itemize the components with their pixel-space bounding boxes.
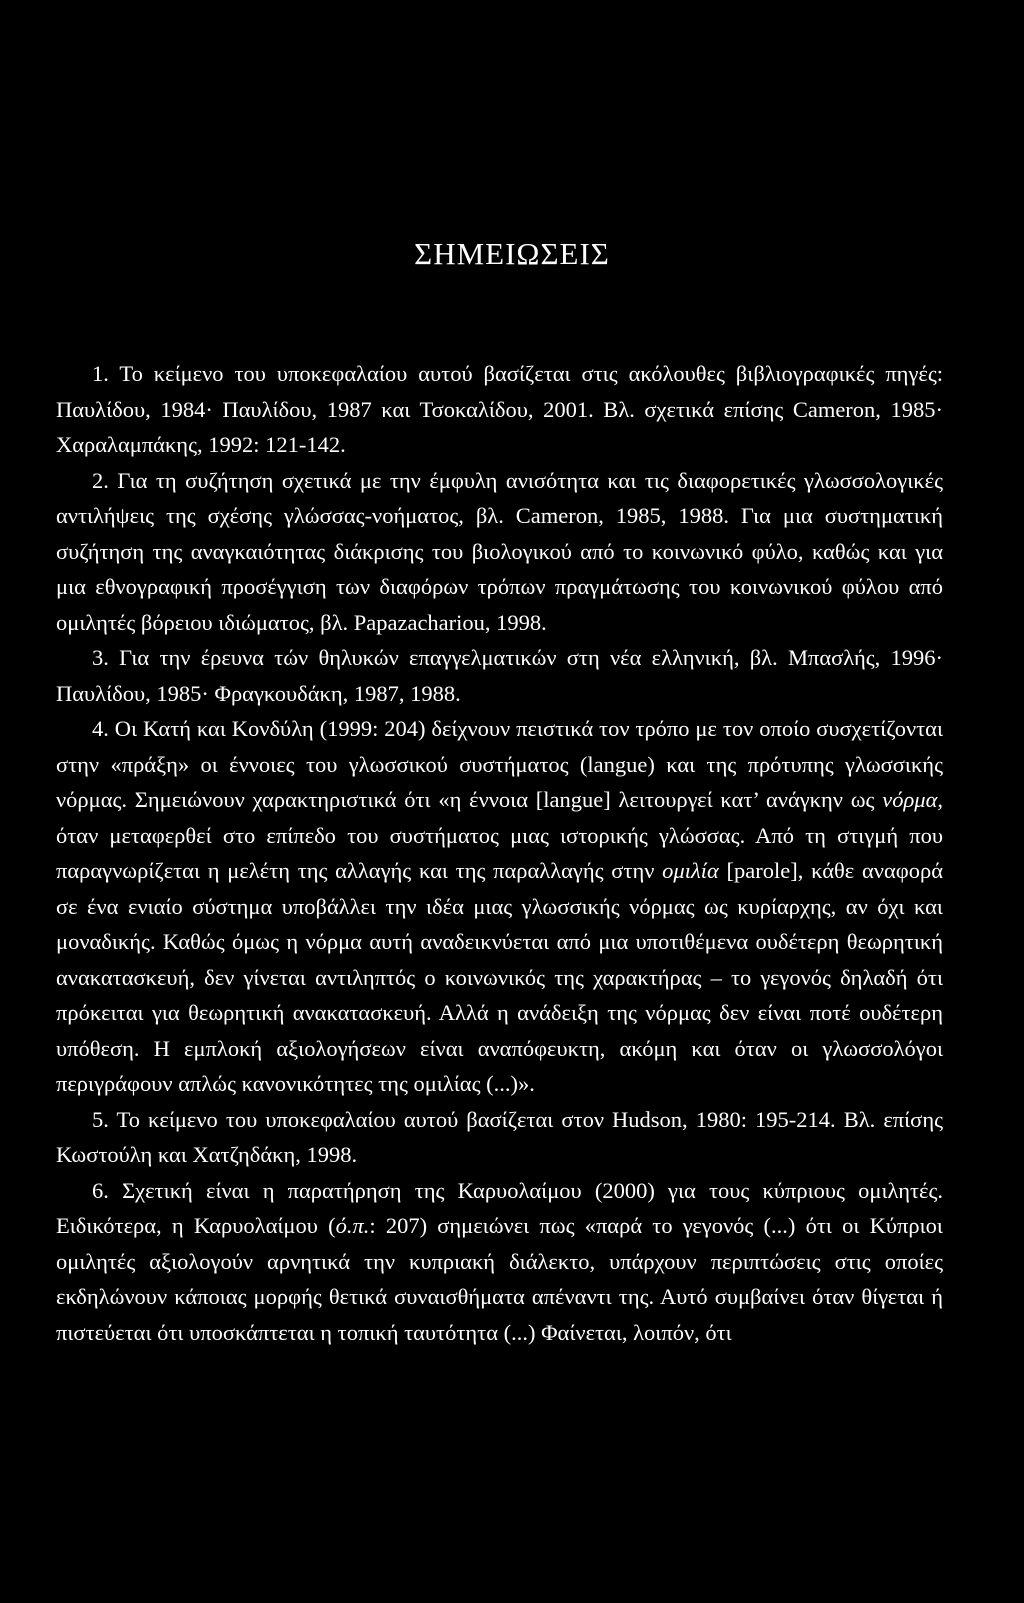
note-number: 1.	[92, 361, 109, 386]
note-number: 3.	[92, 645, 109, 670]
note-text-part: : 207) σημειώνει πως «παρά το γεγονός (...) ότι οι Κύπριοι ομιλητές αξιολογούν αρνητικά την κυπριακή διάλεκτο, υπάρχουν περιπτώσεις στις οποίες εκδηλώνουν κάποιας μορφής θετικά συναισθήματα απέναντι της. Αυτό συμβαίνει όταν θίγεται ή πιστεύεται ότι υποσκάπτεται η τοπική ταυτότητα (...) Φαίνεται, λοιπόν, ότι	[56, 1213, 943, 1345]
note-6	[56, 1173, 943, 1351]
note-text: Το κείμενο του υποκεφαλαίου αυτού βασίζεται στις ακόλουθες βιβλιογραφικές πηγές: Παυλίδου, 1984· Παυλίδου, 1987 και Τσοκαλίδου, 2001. Βλ. σχετικά επίσης Cameron, 1985· Χαραλαμπάκης, 1992: 121-142.	[56, 361, 943, 457]
note-text: Για την έρευνα τών θηλυκών επαγγελματικών στη νέα ελληνική, βλ. Μπασλής, 1996· Παυλίδου, 1985· Φραγκουδάκη, 1987, 1988.	[56, 645, 943, 706]
note-text-part: [parole], κάθε αναφορά σε ένα ενιαίο σύστημα υποβάλλει την ιδέα μιας γλωσσικής νόρμας ως κυρίαρχης, αν όχι και μοναδικής. Καθώς όμως η νόρμα αυτή αναδεικνύεται από μια υποτιθέμενα ουδέτερη θεωρητική ανακατασκευή, δεν γίνεται αντιληπτός ο κοινωνικός της χαρακτήρας – το γεγονός δηλαδή ότι πρόκειται για θεωρητική ανακατασκευή. Αλλά η ανάδειξη της νόρμας δεν είναι ποτέ ουδέτερη υπόθεση. Η εμπλοκή αξιολογήσεων είναι αναπόφευκτη, ακόμη και όταν οι γλωσσολόγοι περιγράφουν απλώς κανονικότητες της ομιλίας (...)».	[56, 858, 943, 1096]
note-number: 2.	[92, 467, 109, 493]
note-number: 5.	[92, 1106, 109, 1132]
note-5	[56, 1102, 943, 1173]
note-text-italic: ό.π.	[335, 1213, 370, 1238]
note-text: Για τη συζήτηση σχετικά με την έμφυλη ανισότητα και τις διαφορετικές γλωσσολογικές αντιλήψεις της σχέσης γλώσσας-νοήματος, βλ. Cameron, 1985, 1988. Για μια συστηματική συζήτηση της αναγκαιότητας διάκρισης του βιολογικού από το κοινωνικό φύλο, καθώς και για μια εθνογραφική προσέγγιση των διαφόρων τρόπων πραγμάτωσης του κοινωνικού φύλου από ομιλητές βόρειου ιδιώματος, βλ. Papazachariou, 1998.	[56, 467, 943, 635]
note-1	[56, 356, 943, 463]
note-text-part: , όταν μεταφερθεί στο επίπεδο του συστήματος μιας ιστορικής γλώσσας. Από τη στιγμή που παραγνωρίζεται η μελέτη της αλλαγής και της παραλλαγής στην	[56, 787, 943, 883]
notes-list	[56, 356, 943, 1350]
note-text: Το κείμενο του υποκεφαλαίου αυτού βασίζεται στον Hudson, 1980: 195-214. Βλ. επίσης Κωστούλη και Χατζηδάκη, 1998.	[56, 1106, 943, 1167]
note-text-italic: νόρμα	[882, 787, 938, 812]
note-3	[56, 640, 943, 711]
note-text-part: Οι Κατή και Κονδύλη (1999: 204) δείχνουν πειστικά τον τρόπο με τον οποίο συσχετίζονται στην «πράξη» οι έννοιες του γλωσσικού συστήματος (langue) και της πρότυπης γλωσσικής νόρμας. Σημειώνουν χαρακτηριστικά ότι «η έννοια [langue] λειτουργεί κατ’ ανάγκην ως	[56, 716, 943, 812]
note-2	[56, 463, 943, 641]
note-number: 6.	[92, 1177, 109, 1203]
note-text-italic: ομιλία	[662, 858, 719, 883]
note-text-part: Σχετική είναι η παρατήρηση της Καρυολαίμου (2000) για τους κύπριους ομιλητές. Ειδικότερα, η Καρυολαίμου (	[56, 1177, 944, 1238]
page-heading: ΣΗΜΕΙΩΣΕΙΣ	[414, 236, 610, 271]
note-4	[56, 711, 943, 1102]
note-number: 4.	[92, 716, 109, 741]
